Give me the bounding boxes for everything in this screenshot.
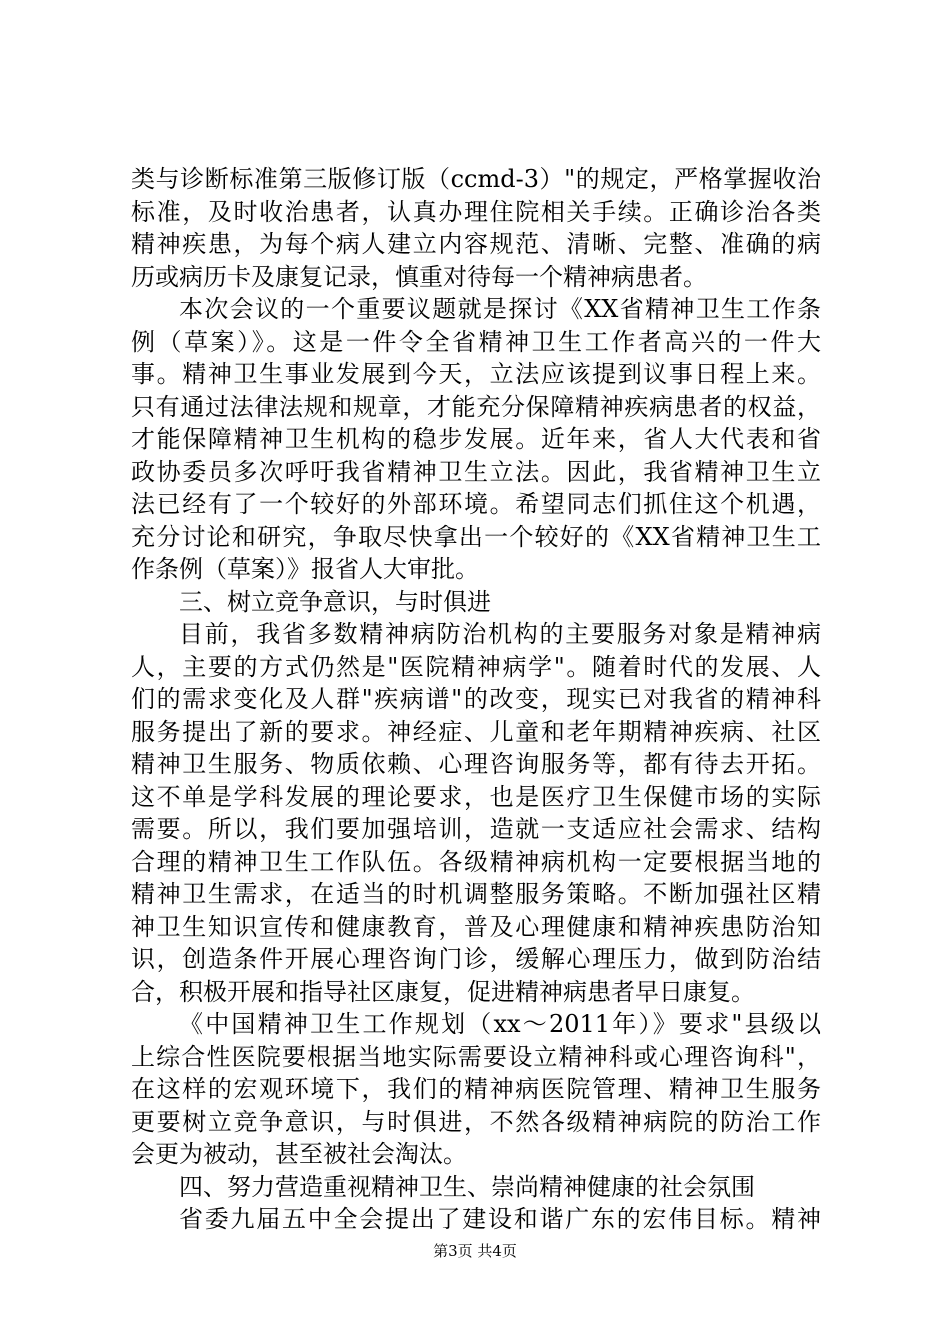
page-footer: 第3页 共4页	[433, 1242, 517, 1260]
text-line: 合，积极开展和指导社区康复，促进精神病患者早日康复。	[131, 977, 755, 1006]
text-line: 需要。所以，我们要加强培训，造就一支适应社会需求、结构	[131, 815, 821, 843]
text-line: 四、努力营造重视精神卫生、崇尚精神健康的社会氛围	[179, 1172, 755, 1201]
text-line: 上综合性医院要根据当地实际需要设立精神科或心理咨询科"，	[131, 1042, 821, 1071]
text-line: 法已经有了一个较好的外部环境。希望同志们抓住这个机遇，	[131, 490, 821, 518]
text-line: 精神疾患，为每个病人建立内容规范、清晰、完整、准确的病	[131, 230, 821, 258]
text-line: 人，主要的方式仍然是"医院精神病学"。随着时代的发展、人	[131, 652, 821, 681]
text-line: 们的需求变化及人群"疾病谱"的改变，现实已对我省的精神科	[131, 685, 821, 713]
text-line: 只有通过法律法规和规章，才能充分保障精神疾病患者的权益，	[131, 392, 821, 421]
text-line: 政协委员多次呼吁我省精神卫生立法。因此，我省精神卫生立	[131, 457, 821, 486]
text-line: 历或病历卡及康复记录，慎重对待每一个精神病患者。	[131, 262, 707, 291]
text-line: 才能保障精神卫生机构的稳步发展。近年来，省人大代表和省	[131, 425, 821, 453]
text-line: 神卫生知识宣传和健康教育，普及心理健康和精神疾患防治知	[131, 912, 821, 941]
text-line: 这不单是学科发展的理论要求，也是医疗卫生保健市场的实际	[131, 782, 821, 811]
text-line: 识，创造条件开展心理咨询门诊，缓解心理压力，做到防治结	[131, 945, 821, 973]
text-line: 合理的精神卫生工作队伍。各级精神病机构一定要根据当地的	[131, 847, 821, 876]
text-line: 服务提出了新的要求。神经症、儿童和老年期精神疾病、社区	[131, 717, 821, 746]
text-line: 类与诊断标准第三版修订版（ccmd-3）"的规定，严格掌握收治	[131, 165, 821, 193]
text-line: 精神卫生需求，在适当的时机调整服务策略。不断加强社区精	[131, 880, 821, 908]
text-line: 本次会议的一个重要议题就是探讨《XX省精神卫生工作条	[179, 295, 821, 323]
text-line: 作条例（草案）》报省人大审批。	[131, 555, 479, 583]
text-line: 标准，及时收治患者，认真办理住院相关手续。正确诊治各类	[131, 197, 821, 226]
text-line: 三、树立竞争意识，与时俱进	[179, 587, 491, 616]
text-line: 目前，我省多数精神病防治机构的主要服务对象是精神病	[179, 620, 821, 648]
text-line: 更要树立竞争意识，与时俱进，不然各级精神病院的防治工作	[131, 1107, 821, 1136]
text-line: 精神卫生服务、物质依赖、心理咨询服务等，都有待去开拓。	[131, 750, 821, 778]
text-line: 在这样的宏观环境下，我们的精神病医院管理、精神卫生服务	[131, 1075, 821, 1103]
text-line: 充分讨论和研究，争取尽快拿出一个较好的《XX省精神卫生工	[131, 522, 821, 551]
text-line: 会更为被动，甚至被社会淘汰。	[131, 1140, 467, 1168]
text-line: 《中国精神卫生工作规划（xx～2011年）》要求"县级以	[179, 1010, 821, 1038]
text-line: 例（草案）》。这是一件令全省精神卫生工作者高兴的一件大	[131, 327, 821, 356]
text-line: 事。精神卫生事业发展到今天，立法应该提到议事日程上来。	[131, 360, 821, 388]
document-body	[131, 163, 821, 1236]
text-line: 省委九届五中全会提出了建设和谐广东的宏伟目标。精神	[179, 1205, 821, 1233]
